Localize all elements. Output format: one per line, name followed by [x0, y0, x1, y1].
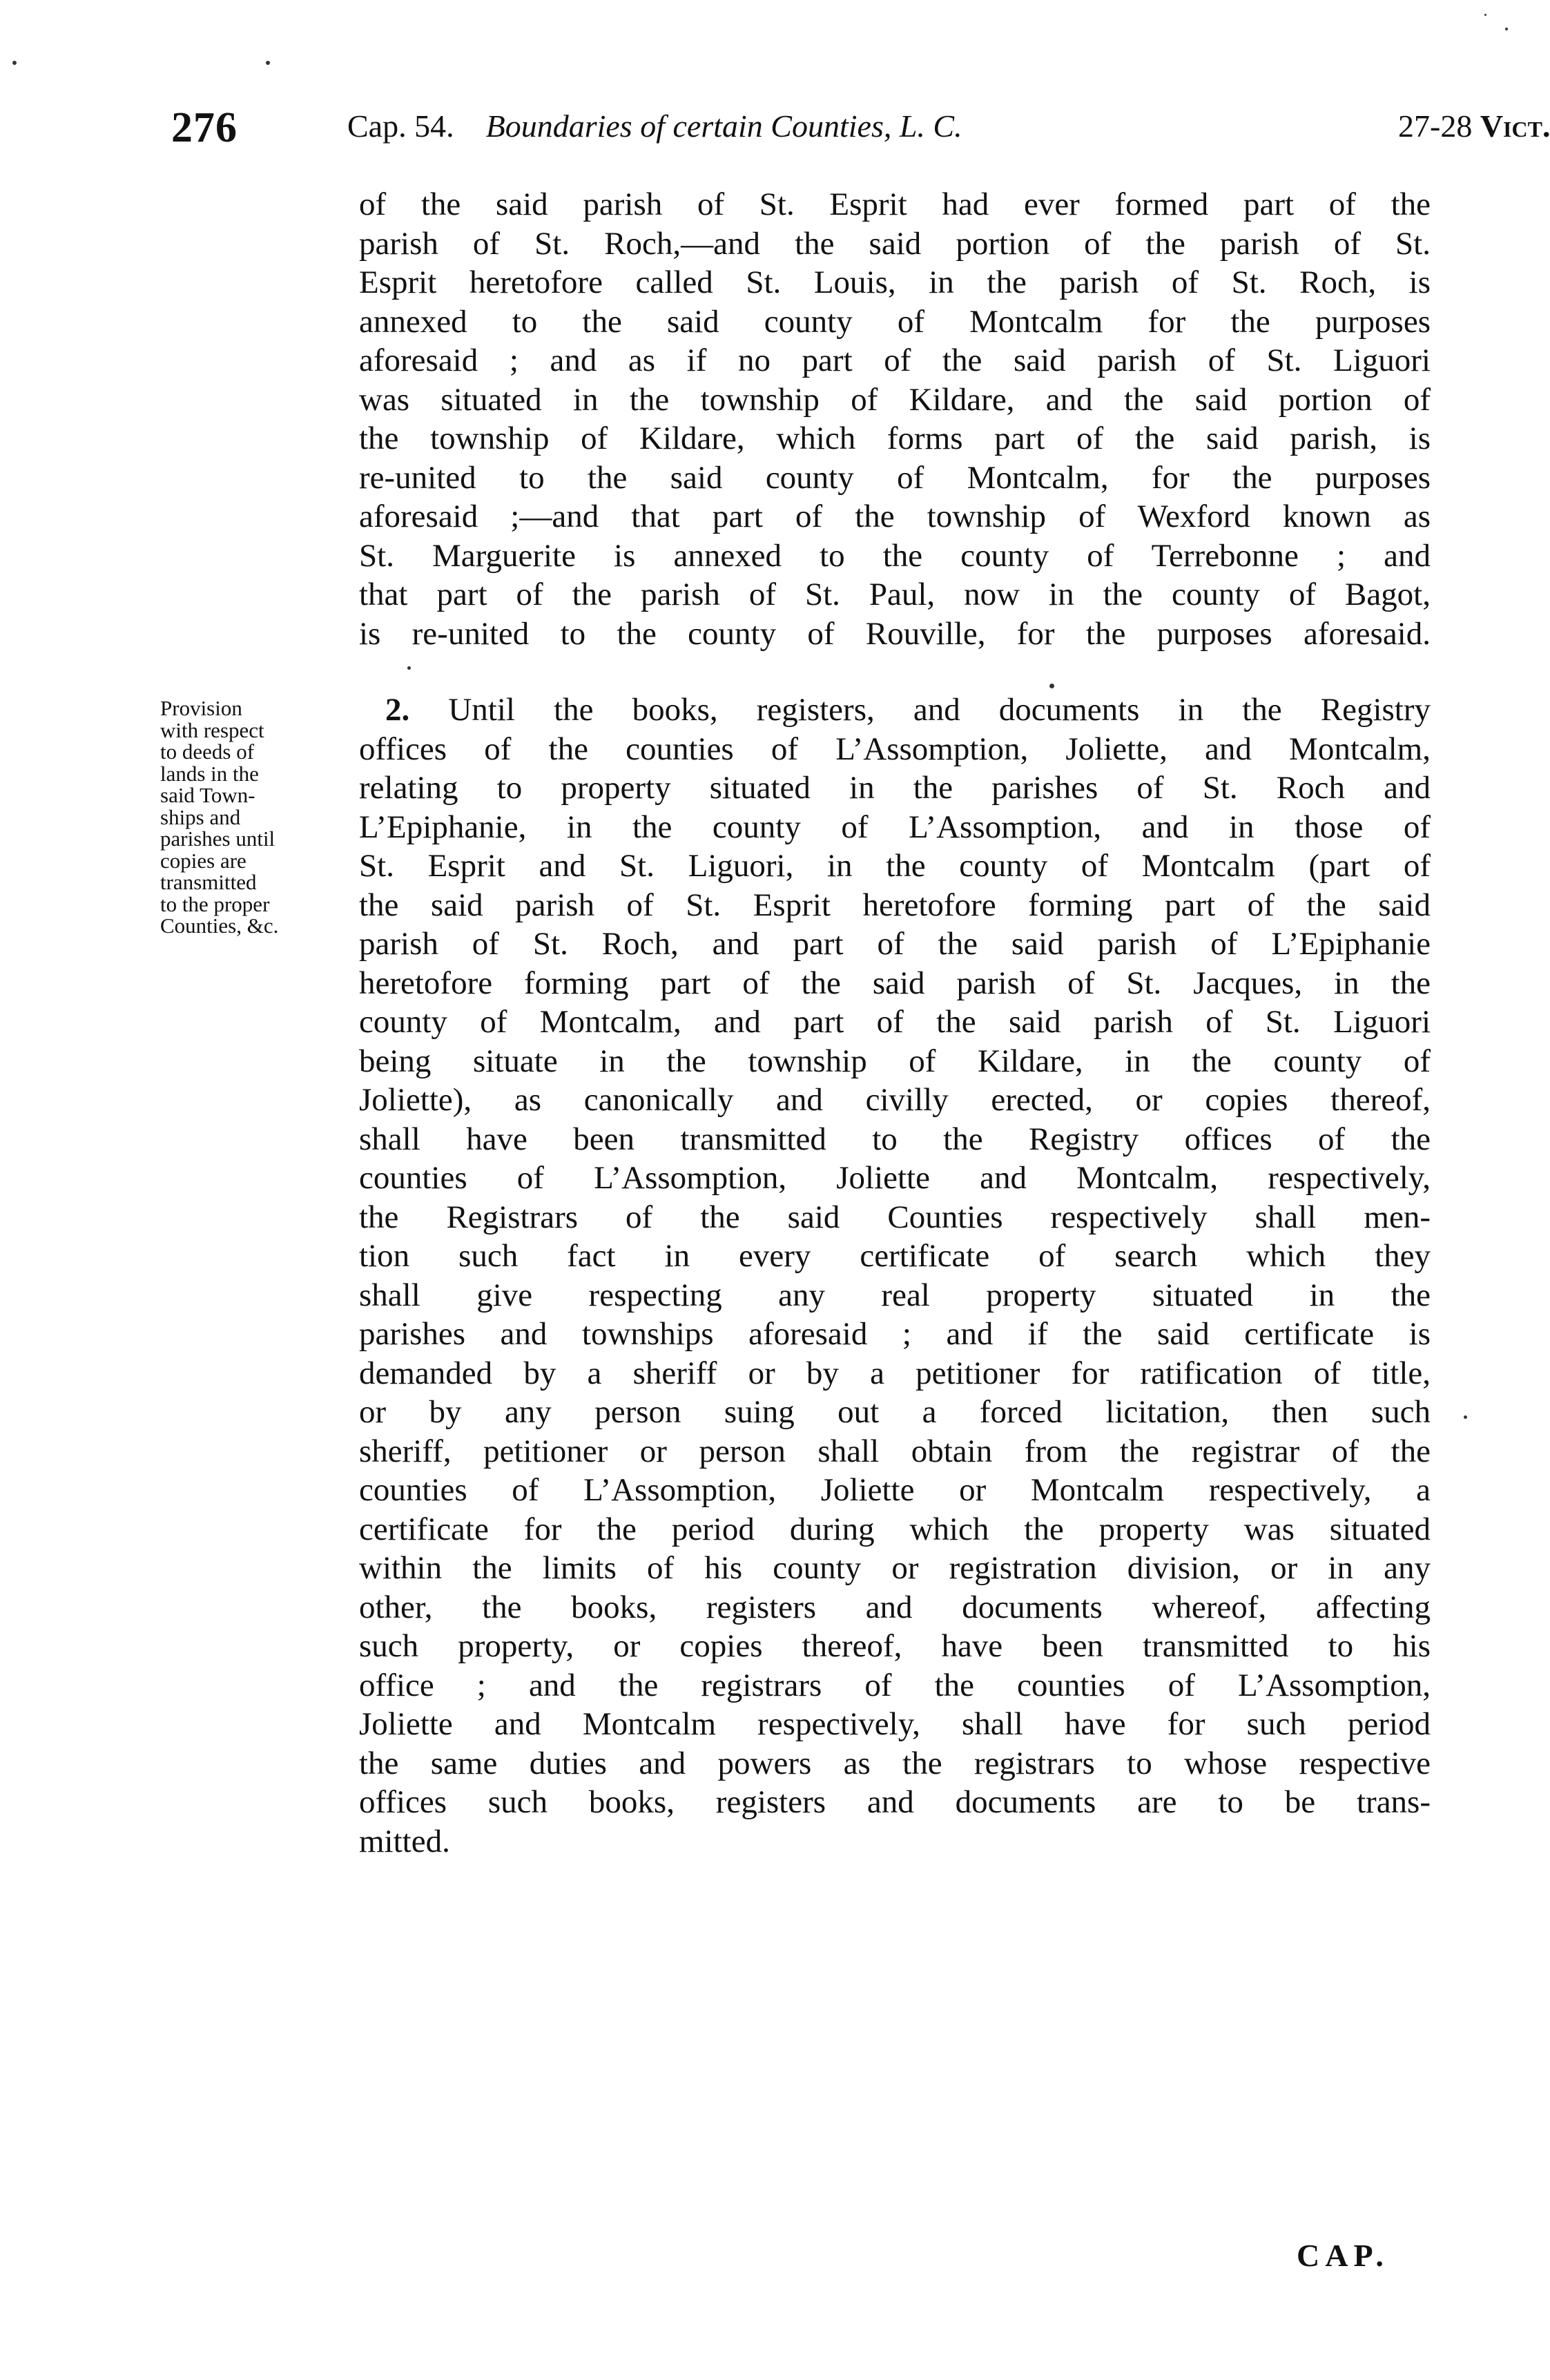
marginal-line: Counties, &c.: [160, 913, 279, 938]
text-line: aforesaid ;—and that part of the township of Wexford known as: [359, 499, 1431, 534]
marginal-line: to deeds of: [160, 739, 255, 764]
marginal-line: with respect: [160, 717, 264, 742]
text-line: shall have been transmitted to the Registry offices of the: [359, 1121, 1431, 1157]
text-line: parishes and townships aforesaid ; and if the said certificate is: [359, 1316, 1431, 1352]
text-line: Joliette), as canonically and civilly erected, or copies thereof,: [359, 1082, 1431, 1118]
text-line: relating to property situated in the parishes of St. Roch and: [359, 770, 1431, 806]
text-line: demanded by a sheriff or by a petitioner for ratification of title,: [359, 1355, 1431, 1391]
text-line: was situated in the township of Kildare, and the said portion of: [359, 381, 1431, 418]
text-line: aforesaid ; and as if no part of the said parish of St. Liguori: [359, 342, 1431, 378]
text-line: such property, or copies thereof, have been transmitted to his: [359, 1628, 1431, 1664]
scan-speck: [266, 61, 270, 65]
text-line: re-united to the said county of Montcalm, for the purposes: [359, 459, 1431, 496]
marginal-line: lands in the: [160, 761, 259, 786]
text-line: certificate for the period during which the property was situated: [359, 1511, 1431, 1547]
text-line: the Registrars of the said Counties respectively shall men-: [359, 1199, 1431, 1235]
text-line: other, the books, registers and documents whereof, affecting: [359, 1589, 1431, 1625]
marginal-note: [160, 697, 360, 937]
text-line: counties of L’Assomption, Joliette or Montcalm respectively, a: [359, 1472, 1431, 1508]
scan-speck: [12, 61, 17, 65]
catchword: CAP.: [1297, 2238, 1389, 2273]
text-line: the same duties and powers as the registrars to whose respective: [359, 1745, 1431, 1781]
running-header: [171, 104, 1550, 159]
text-line: shall give respecting any real property situated in the: [359, 1277, 1431, 1313]
text-line: is re-united to the county of Rouville, for the purposes aforesaid.: [359, 615, 1431, 652]
text-line: tion such fact in every certificate of search which they: [359, 1238, 1431, 1274]
chapter-number: Cap. 54.: [347, 108, 454, 144]
text-line: county of Montcalm, and part of the said parish of St. Liguori: [359, 1004, 1431, 1040]
text-line: office ; and the registrars of the counties of L’Assomption,: [359, 1667, 1431, 1703]
marginal-line: ships and: [160, 804, 241, 829]
text-line: mitted.: [359, 1823, 450, 1859]
section-2: [359, 690, 1431, 1861]
text-line: heretofore forming part of the said parish of St. Jacques, in the: [359, 965, 1431, 1001]
text-line: annexed to the said county of Montcalm for the purposes: [359, 303, 1431, 340]
scan-speck: [1049, 684, 1054, 688]
text-line: within the limits of his county or registration division, or in any: [359, 1550, 1431, 1586]
text-line: offices of the counties of L’Assomption, Joliette, and Montcalm,: [359, 731, 1431, 767]
page-number: 276: [171, 104, 238, 151]
marginal-line: to the proper: [160, 891, 270, 916]
session-years: 27-28: [1398, 108, 1473, 144]
scan-speck: [1505, 28, 1508, 30]
text-line: L’Epiphanie, in the county of L’Assomption, and in those of: [359, 809, 1431, 845]
marginal-line: Provision: [160, 696, 242, 720]
text-line: being situate in the township of Kildare, in the county of: [359, 1043, 1431, 1079]
paragraph-body: [359, 185, 1431, 653]
text-line: St. Esprit and St. Liguori, in the county of Montcalm (part of: [359, 848, 1431, 884]
text-line: parish of St. Roch, and part of the said parish of L’Epiphanie: [359, 926, 1431, 962]
chapter-subject: Boundaries of certain Counties, L. C.: [485, 108, 962, 144]
text-line: St. Marguerite is annexed to the county of Terrebonne ; and: [359, 537, 1431, 574]
text-line: [359, 690, 1431, 730]
marginal-line: transmitted: [160, 870, 257, 894]
text-line: Esprit heretofore called St. Louis, in the parish of St. Roch, is: [359, 264, 1431, 300]
text-line: parish of St. Roch,—and the said portion of the parish of St.: [359, 225, 1431, 262]
section-number: 2.: [385, 692, 410, 728]
section-body: [359, 690, 1431, 1861]
text-line: of the said parish of St. Esprit had ever formed part of the: [359, 186, 1431, 222]
text-line: counties of L’Assomption, Joliette and Montcalm, respectively,: [359, 1160, 1431, 1196]
running-title: [347, 108, 1550, 144]
text-line: the township of Kildare, which forms part of the said parish, is: [359, 420, 1431, 456]
scan-speck: [1464, 1415, 1467, 1419]
session-reign: Vict.: [1480, 108, 1550, 144]
continuation-paragraph: [359, 185, 1431, 653]
section-first-line: Until the books, registers, and documents in the Registry: [448, 692, 1431, 728]
marginal-line: copies are: [160, 848, 246, 873]
scan-speck: [1484, 14, 1486, 16]
text-line: that part of the parish of St. Paul, now in the county of Bagot,: [359, 577, 1431, 612]
text-line: or by any person suing out a forced licitation, then such: [359, 1394, 1431, 1430]
marginal-line: said Town-: [160, 783, 255, 807]
marginal-line: parishes until: [160, 826, 275, 851]
session-designation: [1398, 108, 1550, 144]
text-line: sheriff, petitioner or person shall obtain from the registrar of the: [359, 1433, 1431, 1469]
text-line: the said parish of St. Esprit heretofore forming part of the said: [359, 887, 1431, 923]
text-line: offices such books, registers and documents are to be trans-: [359, 1784, 1431, 1820]
text-line: Joliette and Montcalm respectively, shall have for such period: [359, 1706, 1431, 1742]
scan-speck: [407, 666, 411, 670]
